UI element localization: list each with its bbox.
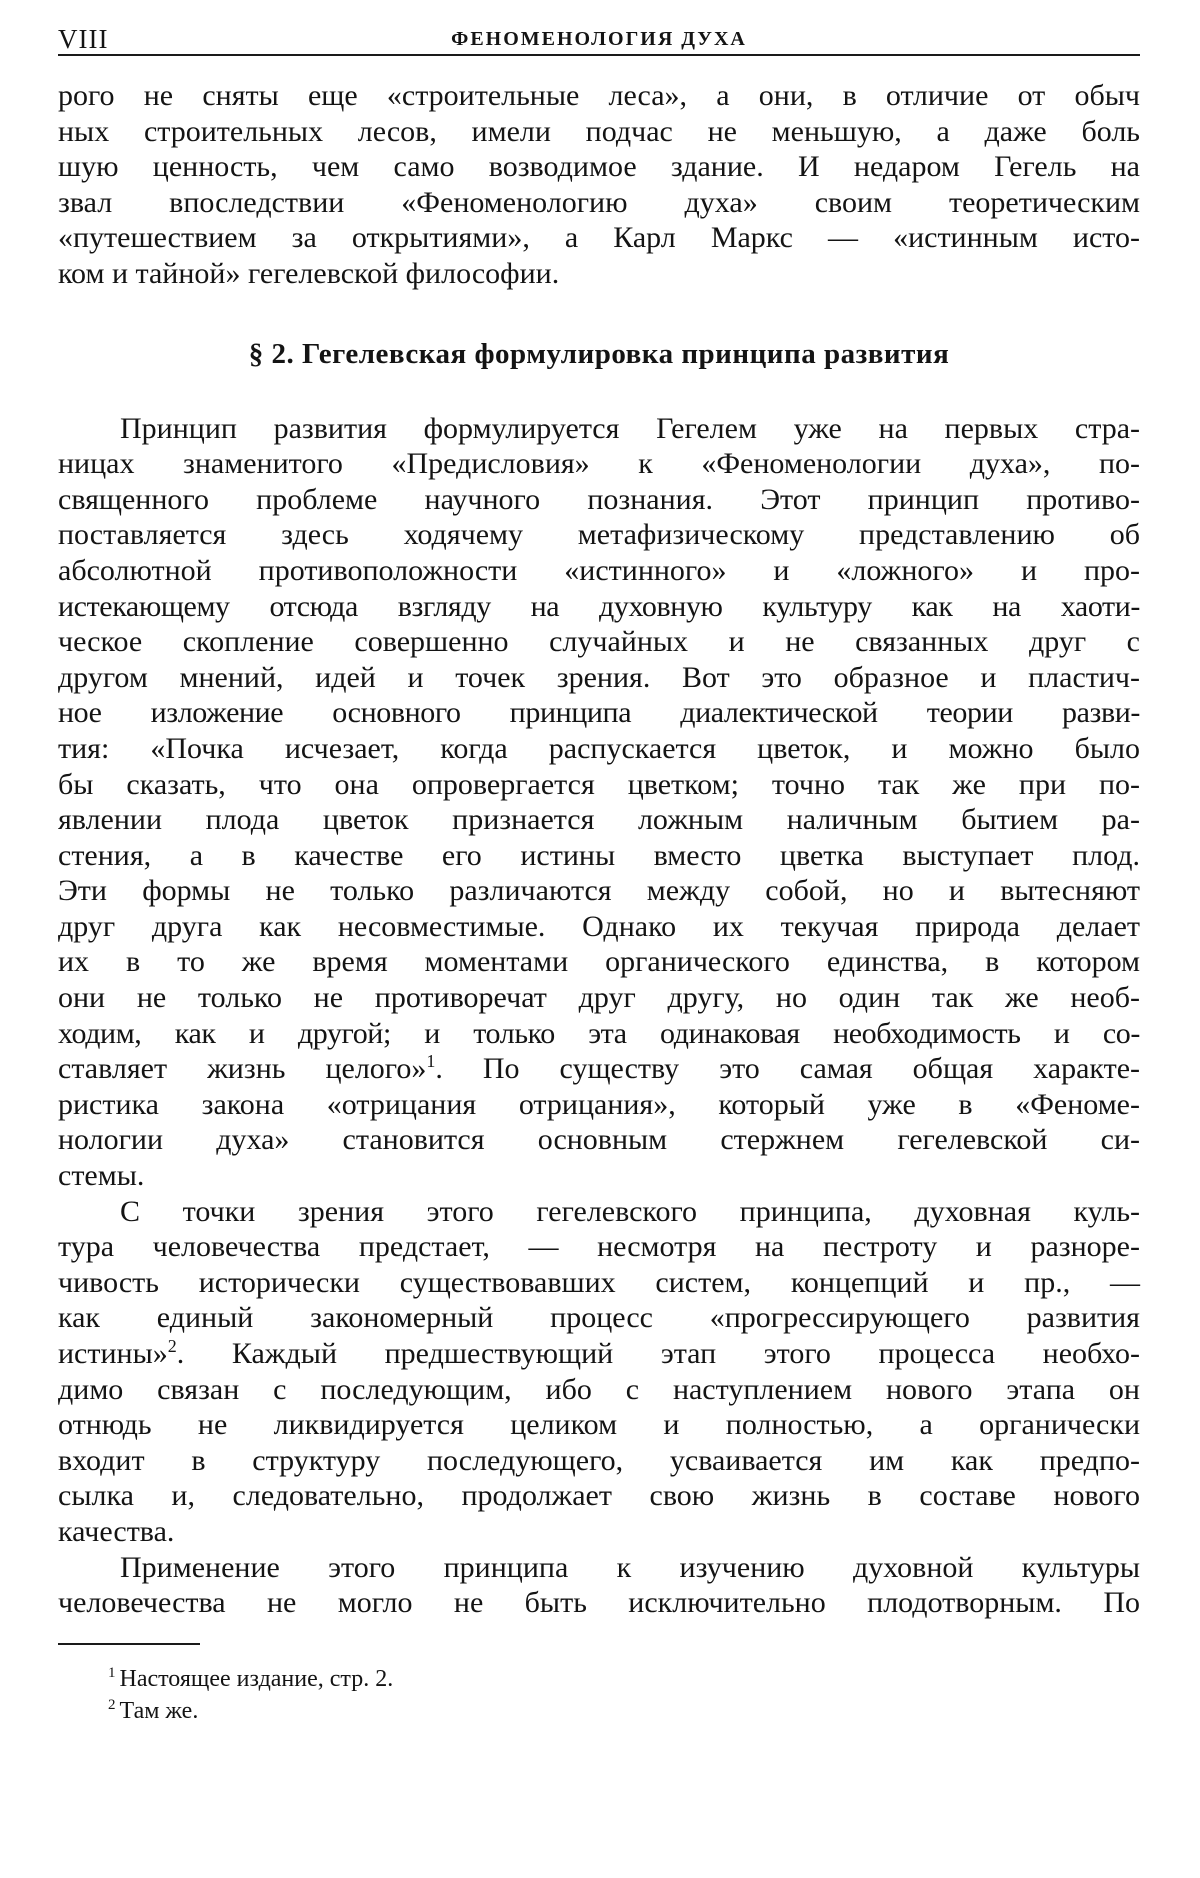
text-line: шую ценность, чем само возводимое здание. И недаром Гегель на [58,150,1140,184]
text-line: их в то же время моментами органического единства, в котором [58,945,1140,979]
text-line: тура человечества предстает, — несмотря на пестроту и разноре- [58,1230,1140,1264]
text-line: качества. [58,1514,175,1548]
footnote [58,1695,1140,1727]
text-line: нологии духа» становится основным стержнем гегелевской си- [58,1123,1140,1157]
text-line: они не только не противоречат друг другу, но один так же необ- [58,981,1140,1015]
text-line: входит в структуру последующего, усваивается им как предпо- [58,1443,1140,1477]
running-title: ФЕНОМЕНОЛОГИЯ ДУХА [451,28,747,50]
footnote-mark: 1 [108,1664,116,1681]
text-line: человечества не могло не быть исключительно плодотворным. По [58,1586,1140,1620]
text-line: чивость исторически существовавших систем, концепций и пр., — [58,1265,1140,1299]
footnote-reference: 1 [426,1051,436,1072]
paragraph-1 [58,411,1140,1194]
text-line: тия: «Почка исчезает, когда распускается цветок, и можно было [58,731,1140,765]
text-line: Применение этого принципа к изучению духовной культуры [120,1550,1140,1584]
text-line: димо связан с последующим, ибо с наступлением нового этапа он [58,1372,1140,1406]
paragraph-intro [58,78,1140,292]
page-number: VIII [58,24,109,54]
text-line [58,1051,1140,1087]
text-line: С точки зрения этого гегелевского принципа, духовная куль- [120,1194,1140,1228]
text-line: рого не сняты еще «строительные леса», а они, в отличие от обыч [58,79,1140,112]
text-line: истекающему отсюда взгляду на духовную культуру как на хаоти- [58,589,1140,623]
paragraph-3 [58,1550,1140,1621]
text-line: звал впоследствии «Феноменологию духа» своим теоретическим [58,185,1140,219]
text-line: ное изложение основного принципа диалектической теории разви- [58,696,1140,730]
text-line: явлении плода цветок признается ложным наличным бытием ра- [58,803,1140,837]
text-line: ческое скопление совершенно случайных и не связанных друг с [58,625,1140,659]
paragraph-2 [58,1194,1140,1550]
text-line: сылка и, следовательно, продолжает свою жизнь в составе нового [58,1479,1140,1513]
text-line: Принцип развития формулируется Гегелем уже на первых стра- [120,411,1140,445]
text-run: ставляет жизнь целого» [58,1052,427,1086]
text-line: священного проблеме научного познания. Этот принцип противо- [58,482,1140,516]
book-page [58,24,1140,1727]
text-line: другом мнений, идей и точек зрения. Вот это образное и пластич- [58,660,1140,694]
text-line: стемы. [58,1159,145,1193]
running-head [58,24,1140,56]
text-line: бы сказать, что она опровергается цветком; точно так же при по- [58,767,1140,801]
text-line: ристика закона «отрицания отрицания», который уже в «Феноме- [58,1087,1140,1121]
footnote-reference: 2 [167,1336,177,1356]
text-line: ком и тайной» гегелевской философии. [58,256,560,290]
text-line: абсолютной противоположности «истинного» и «ложного» и про- [58,553,1140,587]
body-text [58,78,1140,1621]
footnote [58,1663,1140,1695]
text-line: отнюдь не ликвидируется целиком и полностью, а органически [58,1408,1140,1442]
footnote-text: Там же. [119,1697,199,1724]
text-line: Эти формы не только различаются между собой, но и вытесняют [58,874,1140,908]
text-line: поставляется здесь ходячему метафизическому представлению об [58,518,1140,552]
footnote-mark: 2 [108,1696,116,1713]
text-run: . По существу это самая общая характе- [435,1052,1140,1086]
text-line: ных строительных лесов, имели подчас не меньшую, а даже боль [58,114,1140,148]
text-line: «путешествием за открытиями», а Карл Маркс — «истинным исто- [58,221,1140,255]
text-run: . Каждый предшествующий этап этого процесса необхо- [176,1337,1140,1370]
footnotes [58,1663,1140,1727]
text-line: ходим, как и другой; и только эта одинаковая необходимость и со- [58,1016,1140,1050]
text-line: как единый закономерный процесс «прогрессирующего развития [58,1301,1140,1335]
footnote-text: Настоящее издание, стр. 2. [119,1665,394,1692]
text-line: ницах знаменитого «Предисловия» к «Феноменологии духа», по- [58,447,1140,481]
footnote-divider [58,1643,200,1645]
text-line: стения, а в качестве его истины вместо цветка выступает плод. [58,838,1140,872]
text-run: истины» [58,1337,168,1370]
text-line: друг друга как несовместимые. Однако их текучая природа делает [58,909,1140,943]
section-heading: § 2. Гегелевская формулировка принципа развития [248,337,950,370]
text-line [58,1336,1140,1372]
